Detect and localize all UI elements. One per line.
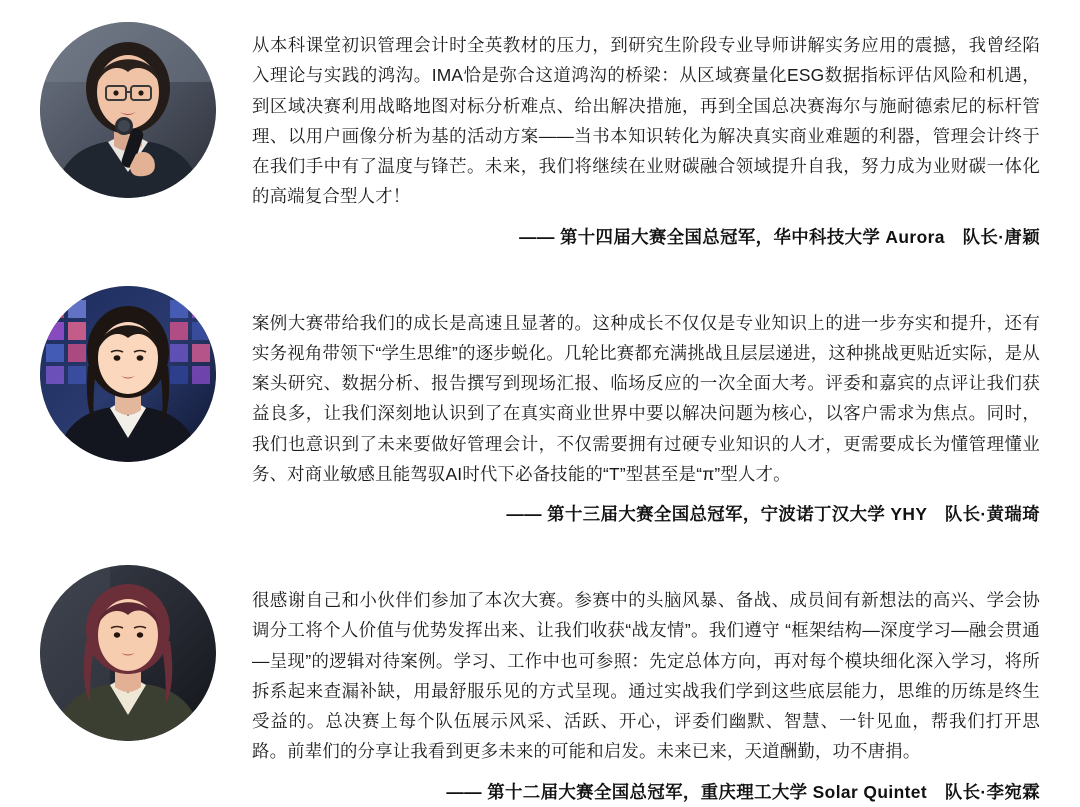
testimonial-content bbox=[232, 18, 1040, 252]
testimonial-item bbox=[40, 18, 1040, 252]
avatar bbox=[40, 561, 232, 741]
testimonial-attribution: —— 第十二届大赛全国总冠军，重庆理工大学 Solar Quintet 队长·李宛霖 bbox=[446, 781, 1040, 802]
portrait-photo-speaker-1 bbox=[40, 22, 216, 198]
testimonial-content bbox=[232, 282, 1040, 530]
portrait-photo-speaker-2 bbox=[40, 286, 216, 462]
testimonial-attribution: —— 第十三届大赛全国总冠军，宁波诺丁汉大学 YHY 队长·黄瑞琦 bbox=[506, 504, 1040, 525]
testimonial-text: 很感谢自己和小伙伴们参加了本次大赛。参赛中的头脑风暴、备战、成员间有新想法的高兴、学会协调分工将个人价值与优势发挥出来、让我们收获“战友情”。我们遵守 “框架结构—深度学习—融会贯通—呈现”的逻辑对待案例。学习、工作中也可参照：先定总体方向，再对每个模块细化深入学习，将所拆系起来查漏补缺，用最舒服乐见的方式呈现。通过实战我们学到这些底层能力，思维的历练是终生受益的。总决赛上每个队伍展示风采、活跃、开心，评委们幽默、智慧、一针见血，帮我们打开思路。前辈们的分享让我看到更多未来的可能和启发。未来已来，天道酬勤，功不唐捐。 bbox=[252, 590, 1040, 762]
testimonial-item bbox=[40, 561, 1040, 807]
portrait-photo-speaker-3 bbox=[40, 565, 216, 741]
testimonial-text: 从本科课堂初识管理会计时全英教材的压力，到研究生阶段专业导师讲解实务应用的震撼，我曾经陷入理论与实践的鸿沟。IMA恰是弥合这道鸿沟的桥梁：从区域赛量化ESG数据指标评估风险和机遇，到区域决赛利用战略地图对标分析难点、给出解决措施，再到全国总决赛海尔与施耐德索尼的标杆管理、以用户画像分析为基的活动方案——当书本知识转化为解决真实商业难题的利器，管理会计终于在我们手中有了温度与锋芒。未来，我们将继续在业财碳融合领域提升自我，努力成为业财碳一体化的高端复合型人才！ bbox=[252, 35, 1040, 207]
testimonial-item bbox=[40, 282, 1040, 530]
avatar bbox=[40, 282, 232, 462]
testimonial-text: 案例大赛带给我们的成长是高速且显著的。这种成长不仅仅是专业知识上的进一步夯实和提升，还有实务视角带领下“学生思维”的逐步蜕化。几轮比赛都充满挑战且层层递进，这种挑战更贴近实际，是从案头研究、数据分析、报告撰写到现场汇报、临场反应的一次全面大考。评委和嘉宾的点评让我们获益良多，让我们深刻地认识到了在真实商业世界中要以解决问题为核心，以客户需求为焦点。同时，我们也意识到了未来要做好管理会计，不仅需要拥有过硬专业知识的人才，更需要成长为懂管理懂业务、对商业敏感且能驾驭AI时代下必备技能的“T”型甚至是“π”型人才。 bbox=[252, 312, 1040, 484]
testimonial-content bbox=[232, 561, 1040, 807]
avatar bbox=[40, 18, 232, 198]
testimonial-attribution: —— 第十四届大赛全国总冠军，华中科技大学 Aurora 队长·唐颖 bbox=[519, 226, 1040, 247]
